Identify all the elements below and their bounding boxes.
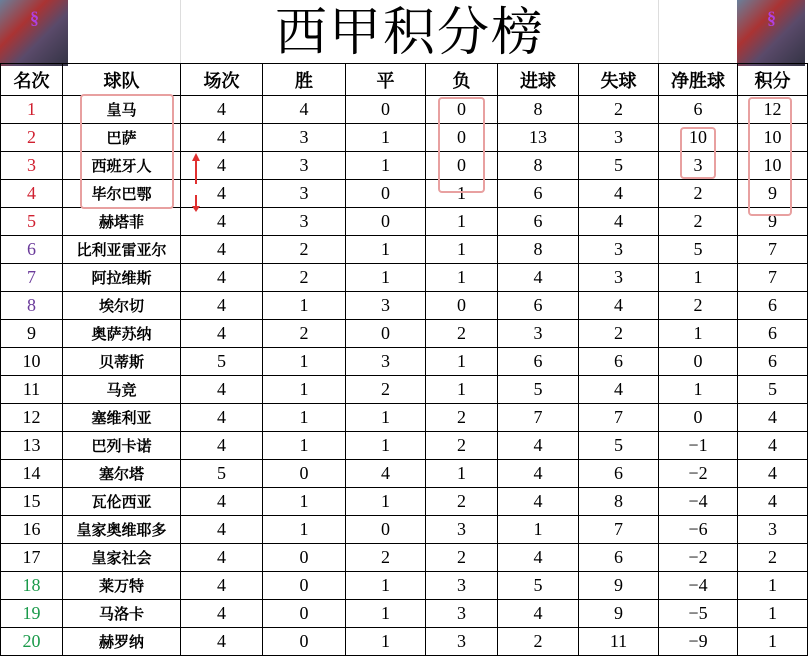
team-cell: 巴萨	[63, 124, 181, 152]
losses-cell: 3	[426, 628, 498, 656]
points-cell: 1	[738, 572, 808, 600]
rank-cell: 18	[1, 572, 63, 600]
losses-cell: 3	[426, 572, 498, 600]
goals-for-cell: 7	[498, 404, 579, 432]
rank-cell: 19	[1, 600, 63, 628]
rank-cell: 17	[1, 544, 63, 572]
highlight-box-teams	[80, 94, 174, 209]
header-losses: 负	[426, 64, 498, 96]
points-cell: 7	[738, 264, 808, 292]
rank-cell: 12	[1, 404, 63, 432]
points-cell: 3	[738, 516, 808, 544]
played-cell: 4	[181, 180, 263, 208]
goal-diff-cell: 5	[659, 236, 738, 264]
goal-diff-cell: 1	[659, 320, 738, 348]
team-cell: 塞尔塔	[63, 460, 181, 488]
wins-cell: 3	[263, 208, 346, 236]
rank-cell: 15	[1, 488, 63, 516]
table-row	[1, 348, 808, 376]
goals-for-cell: 4	[498, 600, 579, 628]
goal-diff-cell: −9	[659, 628, 738, 656]
highlight-box-goal-diff	[680, 127, 716, 179]
table-row	[1, 516, 808, 544]
points-cell: 2	[738, 544, 808, 572]
rank-cell: 2	[1, 124, 63, 152]
rank-cell: 4	[1, 180, 63, 208]
rank-cell: 8	[1, 292, 63, 320]
goals-against-cell: 6	[579, 460, 659, 488]
draws-cell: 1	[346, 404, 426, 432]
played-cell: 4	[181, 152, 263, 180]
team-cell: 埃尔切	[63, 292, 181, 320]
goal-diff-cell: −6	[659, 516, 738, 544]
goal-diff-cell: 6	[659, 96, 738, 124]
team-cell: 赫罗纳	[63, 628, 181, 656]
draws-cell: 1	[346, 124, 426, 152]
draws-cell: 3	[346, 348, 426, 376]
header-wins: 胜	[263, 64, 346, 96]
losses-cell: 1	[426, 236, 498, 264]
goals-against-cell: 2	[579, 96, 659, 124]
draws-cell: 1	[346, 600, 426, 628]
table-row	[1, 600, 808, 628]
goal-diff-cell: 0	[659, 404, 738, 432]
losses-cell: 1	[426, 180, 498, 208]
draws-cell: 1	[346, 264, 426, 292]
goals-for-cell: 8	[498, 236, 579, 264]
page-title: 西甲积分榜	[274, 3, 545, 63]
rank-cell: 9	[1, 320, 63, 348]
goals-for-cell: 4	[498, 460, 579, 488]
goals-against-cell: 2	[579, 320, 659, 348]
goal-diff-cell: −5	[659, 600, 738, 628]
wins-cell: 3	[263, 152, 346, 180]
header-rank: 名次	[1, 64, 63, 96]
goal-diff-cell: −2	[659, 544, 738, 572]
draws-cell: 2	[346, 544, 426, 572]
header-goal-diff: 净胜球	[659, 64, 738, 96]
header-team: 球队	[63, 64, 181, 96]
highlight-box-points	[748, 97, 792, 216]
rank-cell: 5	[1, 208, 63, 236]
wins-cell: 2	[263, 320, 346, 348]
losses-cell: 1	[426, 264, 498, 292]
wins-cell: 0	[263, 460, 346, 488]
draws-cell: 1	[346, 236, 426, 264]
played-cell: 4	[181, 320, 263, 348]
draws-cell: 1	[346, 432, 426, 460]
goals-against-cell: 6	[579, 348, 659, 376]
team-cell: 赫塔菲	[63, 208, 181, 236]
goals-against-cell: 4	[579, 292, 659, 320]
table-row	[1, 628, 808, 656]
goals-for-cell: 4	[498, 264, 579, 292]
rank-cell: 14	[1, 460, 63, 488]
table-row	[1, 208, 808, 236]
table-row	[1, 544, 808, 572]
header-points: 积分	[738, 64, 808, 96]
goals-against-cell: 9	[579, 600, 659, 628]
played-cell: 4	[181, 264, 263, 292]
goals-for-cell: 2	[498, 628, 579, 656]
goals-against-cell: 11	[579, 628, 659, 656]
played-cell: 5	[181, 460, 263, 488]
team-cell: 塞维利亚	[63, 404, 181, 432]
goals-for-cell: 6	[498, 348, 579, 376]
losses-cell: 0	[426, 124, 498, 152]
losses-cell: 2	[426, 432, 498, 460]
team-cell: 阿拉维斯	[63, 264, 181, 292]
header-goals-for: 进球	[498, 64, 579, 96]
player-image-right	[737, 0, 805, 66]
rank-cell: 10	[1, 348, 63, 376]
points-cell: 4	[738, 488, 808, 516]
losses-cell: 0	[426, 292, 498, 320]
played-cell: 4	[181, 404, 263, 432]
rank-cell: 6	[1, 236, 63, 264]
losses-cell: 0	[426, 152, 498, 180]
played-cell: 4	[181, 516, 263, 544]
team-cell: 皇家社会	[63, 544, 181, 572]
team-cell: 瓦伦西亚	[63, 488, 181, 516]
draws-cell: 0	[346, 320, 426, 348]
team-cell: 皇马	[63, 96, 181, 124]
played-cell: 4	[181, 236, 263, 264]
goals-for-cell: 1	[498, 516, 579, 544]
points-cell: 9	[738, 180, 808, 208]
table-row	[1, 460, 808, 488]
draws-cell: 1	[346, 628, 426, 656]
table-row	[1, 572, 808, 600]
goal-diff-cell: −1	[659, 432, 738, 460]
table-row	[1, 292, 808, 320]
goals-for-cell: 3	[498, 320, 579, 348]
wins-cell: 3	[263, 124, 346, 152]
rank-cell: 7	[1, 264, 63, 292]
draws-cell: 2	[346, 376, 426, 404]
goal-diff-cell: 0	[659, 348, 738, 376]
played-cell: 4	[181, 376, 263, 404]
points-cell: 6	[738, 292, 808, 320]
table-row	[1, 236, 808, 264]
goals-for-cell: 5	[498, 376, 579, 404]
losses-cell: 1	[426, 376, 498, 404]
header-row	[1, 64, 808, 96]
goals-against-cell: 5	[579, 152, 659, 180]
losses-cell: 2	[426, 320, 498, 348]
rank-cell: 11	[1, 376, 63, 404]
table-row	[1, 488, 808, 516]
played-cell: 4	[181, 96, 263, 124]
goals-for-cell: 8	[498, 152, 579, 180]
losses-cell: 2	[426, 544, 498, 572]
player-image-left	[0, 0, 68, 66]
down-arrow-head-icon	[192, 206, 200, 212]
goals-for-cell: 5	[498, 572, 579, 600]
played-cell: 4	[181, 544, 263, 572]
goals-against-cell: 4	[579, 376, 659, 404]
goals-for-cell: 13	[498, 124, 579, 152]
draws-cell: 4	[346, 460, 426, 488]
goals-against-cell: 8	[579, 488, 659, 516]
points-cell: 10	[738, 124, 808, 152]
losses-cell: 1	[426, 208, 498, 236]
points-cell: 12	[738, 96, 808, 124]
goals-for-cell: 6	[498, 180, 579, 208]
draws-cell: 1	[346, 572, 426, 600]
wins-cell: 1	[263, 516, 346, 544]
points-cell: 6	[738, 348, 808, 376]
rank-cell: 1	[1, 96, 63, 124]
wins-cell: 1	[263, 376, 346, 404]
wins-cell: 1	[263, 432, 346, 460]
played-cell: 4	[181, 292, 263, 320]
wins-cell: 0	[263, 544, 346, 572]
goals-against-cell: 6	[579, 544, 659, 572]
goals-against-cell: 3	[579, 124, 659, 152]
goals-against-cell: 7	[579, 404, 659, 432]
up-arrow-icon	[195, 160, 197, 184]
draws-cell: 3	[346, 292, 426, 320]
points-cell: 4	[738, 432, 808, 460]
points-cell: 4	[738, 460, 808, 488]
team-cell: 皇家奥维耶多	[63, 516, 181, 544]
points-cell: 6	[738, 320, 808, 348]
draws-cell: 1	[346, 488, 426, 516]
rank-cell: 3	[1, 152, 63, 180]
wins-cell: 1	[263, 348, 346, 376]
played-cell: 4	[181, 488, 263, 516]
up-arrow-head-icon	[192, 153, 200, 161]
goals-for-cell: 8	[498, 96, 579, 124]
wins-cell: 0	[263, 572, 346, 600]
points-cell: 9	[738, 208, 808, 236]
wins-cell: 4	[263, 96, 346, 124]
image-watermark: §	[767, 8, 776, 28]
goals-against-cell: 4	[579, 208, 659, 236]
wins-cell: 2	[263, 236, 346, 264]
table-row	[1, 320, 808, 348]
goal-diff-cell: 10	[659, 124, 738, 152]
losses-cell: 2	[426, 404, 498, 432]
played-cell: 5	[181, 348, 263, 376]
goal-diff-cell: 2	[659, 180, 738, 208]
team-cell: 贝蒂斯	[63, 348, 181, 376]
table-row	[1, 432, 808, 460]
team-cell: 西班牙人	[63, 152, 181, 180]
rank-cell: 20	[1, 628, 63, 656]
played-cell: 4	[181, 208, 263, 236]
team-cell: 莱万特	[63, 572, 181, 600]
losses-cell: 2	[426, 488, 498, 516]
goals-against-cell: 3	[579, 264, 659, 292]
goals-against-cell: 4	[579, 180, 659, 208]
team-cell: 奥萨苏纳	[63, 320, 181, 348]
goals-for-cell: 4	[498, 544, 579, 572]
goals-for-cell: 4	[498, 488, 579, 516]
goal-diff-cell: −4	[659, 488, 738, 516]
losses-cell: 3	[426, 516, 498, 544]
highlight-box-losses	[438, 97, 485, 193]
points-cell: 1	[738, 600, 808, 628]
played-cell: 4	[181, 124, 263, 152]
goal-diff-cell: 3	[659, 152, 738, 180]
gridline	[658, 0, 659, 63]
team-cell: 巴列卡诺	[63, 432, 181, 460]
wins-cell: 2	[263, 264, 346, 292]
points-cell: 10	[738, 152, 808, 180]
points-cell: 1	[738, 628, 808, 656]
rank-cell: 16	[1, 516, 63, 544]
draws-cell: 1	[346, 152, 426, 180]
team-cell: 马竞	[63, 376, 181, 404]
team-cell: 马洛卡	[63, 600, 181, 628]
draws-cell: 0	[346, 180, 426, 208]
header-draws: 平	[346, 64, 426, 96]
table-row	[1, 404, 808, 432]
losses-cell: 1	[426, 460, 498, 488]
goals-against-cell: 3	[579, 236, 659, 264]
played-cell: 4	[181, 628, 263, 656]
goals-for-cell: 6	[498, 208, 579, 236]
table-row	[1, 376, 808, 404]
goals-for-cell: 4	[498, 432, 579, 460]
header-goals-against: 失球	[579, 64, 659, 96]
points-cell: 5	[738, 376, 808, 404]
points-cell: 4	[738, 404, 808, 432]
goals-against-cell: 5	[579, 432, 659, 460]
wins-cell: 3	[263, 180, 346, 208]
goals-against-cell: 7	[579, 516, 659, 544]
draws-cell: 0	[346, 516, 426, 544]
played-cell: 4	[181, 572, 263, 600]
wins-cell: 0	[263, 628, 346, 656]
goal-diff-cell: 2	[659, 208, 738, 236]
points-cell: 7	[738, 236, 808, 264]
losses-cell: 3	[426, 600, 498, 628]
wins-cell: 1	[263, 292, 346, 320]
team-cell: 毕尔巴鄂	[63, 180, 181, 208]
wins-cell: 1	[263, 488, 346, 516]
goal-diff-cell: 2	[659, 292, 738, 320]
team-cell: 比利亚雷亚尔	[63, 236, 181, 264]
wins-cell: 0	[263, 600, 346, 628]
goal-diff-cell: −4	[659, 572, 738, 600]
losses-cell: 1	[426, 348, 498, 376]
table-row	[1, 264, 808, 292]
played-cell: 4	[181, 432, 263, 460]
losses-cell: 0	[426, 96, 498, 124]
goal-diff-cell: 1	[659, 376, 738, 404]
wins-cell: 1	[263, 404, 346, 432]
draws-cell: 0	[346, 208, 426, 236]
goal-diff-cell: −2	[659, 460, 738, 488]
goals-against-cell: 9	[579, 572, 659, 600]
rank-cell: 13	[1, 432, 63, 460]
played-cell: 4	[181, 600, 263, 628]
draws-cell: 0	[346, 96, 426, 124]
goal-diff-cell: 1	[659, 264, 738, 292]
goals-for-cell: 6	[498, 292, 579, 320]
header-played: 场次	[181, 64, 263, 96]
image-watermark: §	[30, 8, 39, 28]
